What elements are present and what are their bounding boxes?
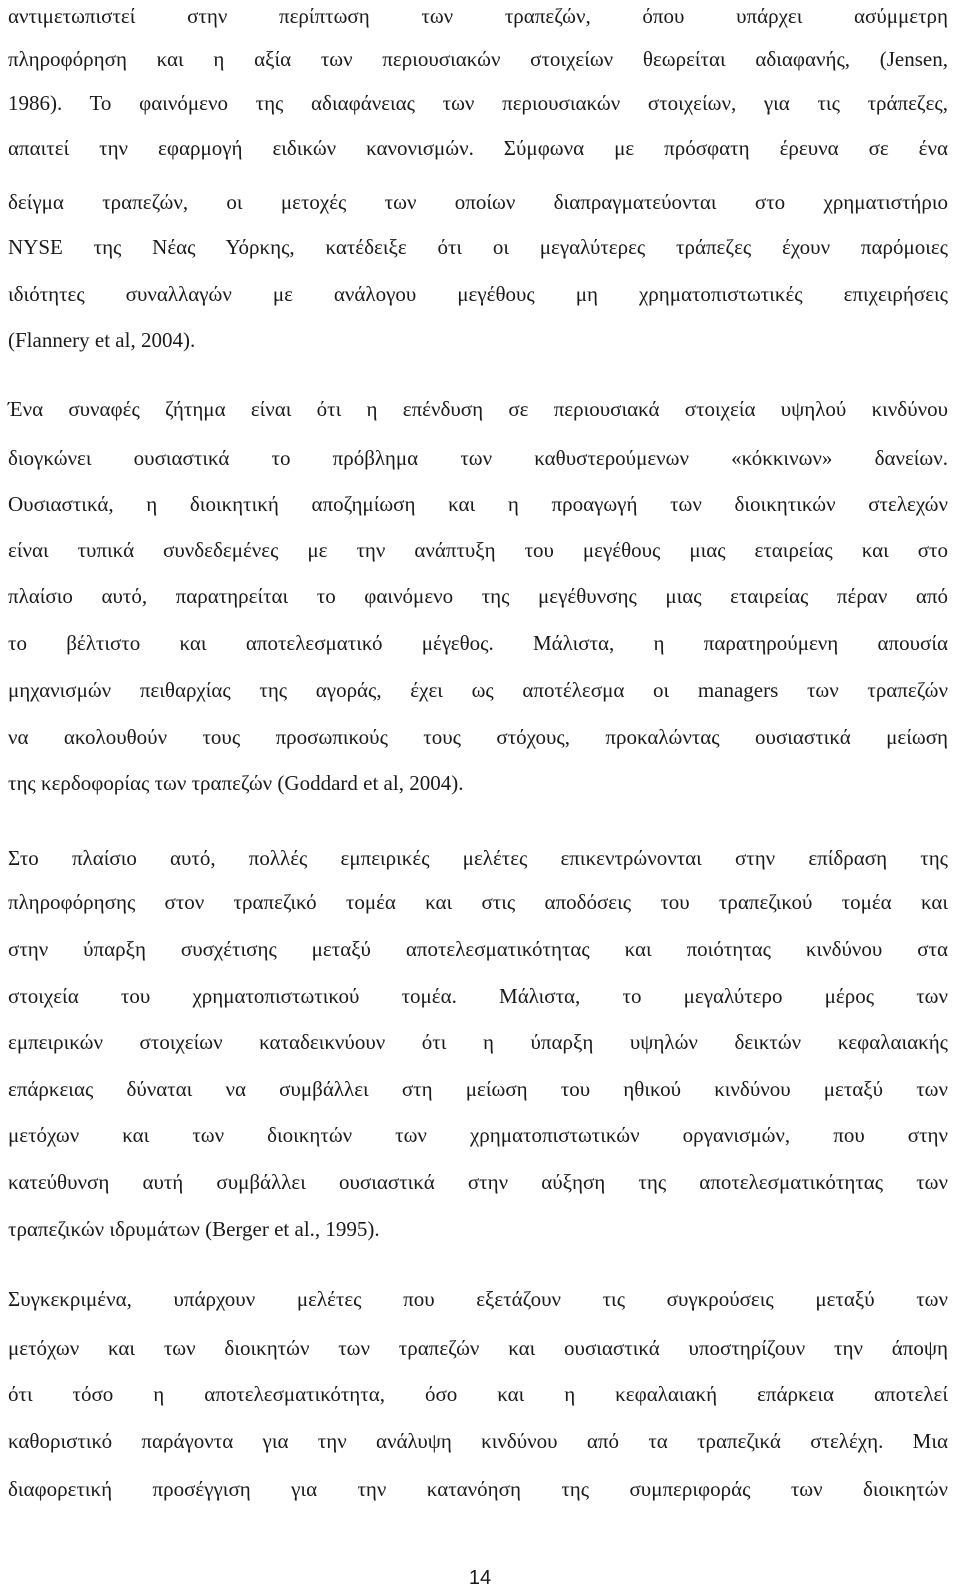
text-line: μετόχων και των διοικητών των χρηματοπιστωτικών οργανισμών, που στην bbox=[8, 1123, 948, 1147]
text-line: τραπεζικών ιδρυμάτων (Berger et al., 1995). bbox=[8, 1217, 380, 1241]
text-line: είναι τυπικά συνδεδεμένες με την ανάπτυξη του μεγέθους μιας εταιρείας και στο bbox=[8, 538, 948, 562]
text-line: 1986). Το φαινόμενο της αδιαφάνειας των περιουσιακών στοιχείων, για τις τράπεζες, bbox=[8, 91, 948, 115]
text-line: (Flannery et al, 2004). bbox=[8, 328, 196, 352]
text-line: στην ύπαρξη συσχέτισης μεταξύ αποτελεσματικότητας και ποιότητας κινδύνου στα bbox=[8, 937, 948, 961]
text-line: ιδιότητες συναλλαγών με ανάλογου μεγέθους μη χρηματοπιστωτικές επιχειρήσεις bbox=[8, 282, 948, 306]
text-line: πλαίσιο αυτό, παρατηρείται το φαινόμενο της μεγέθυνσης μιας εταιρείας πέραν από bbox=[8, 584, 948, 608]
text-line: αντιμετωπιστεί στην περίπτωση των τραπεζών, όπου υπάρχει ασύμμετρη bbox=[8, 4, 948, 28]
text-line: Ένα συναφές ζήτημα είναι ότι η επένδυση σε περιουσιακά στοιχεία υψηλού κινδύνου bbox=[8, 397, 948, 421]
text-line: απαιτεί την εφαρμογή ειδικών κανονισμών. Σύμφωνα με πρόσφατη έρευνα σε ένα bbox=[8, 136, 948, 160]
text-line: διογκώνει ουσιαστικά το πρόβλημα των καθυστερούμενων «κόκκινων» δανείων. bbox=[8, 446, 948, 470]
text-line: ότι τόσο η αποτελεσματικότητα, όσο και η κεφαλαιακή επάρκεια αποτελεί bbox=[8, 1382, 948, 1406]
text-line: καθοριστικό παράγοντα για την ανάλυψη κινδύνου από τα τραπεζικά στελέχη. Μια bbox=[8, 1429, 948, 1453]
text-line: μετόχων και των διοικητών των τραπεζών και ουσιαστικά υποστηρίζουν την άποψη bbox=[8, 1336, 948, 1360]
text-line: πληροφόρηση και η αξία των περιουσιακών στοιχείων θεωρείται αδιαφανής, (Jensen, bbox=[8, 47, 948, 71]
text-line: μηχανισμών πειθαρχίας της αγοράς, έχει ως αποτέλεσμα οι managers των τραπεζών bbox=[8, 678, 948, 702]
text-line: NYSE της Νέας Υόρκης, κατέδειξε ότι οι μεγαλύτερες τράπεζες έχουν παρόμοιες bbox=[8, 235, 948, 259]
text-line: εμπειρικών στοιχείων καταδεικνύουν ότι η ύπαρξη υψηλών δεικτών κεφαλαιακής bbox=[8, 1030, 948, 1054]
text-line: διαφορετική προσέγγιση για την κατανόηση της συμπεριφοράς των διοικητών bbox=[8, 1477, 948, 1501]
text-line: Στο πλαίσιο αυτό, πολλές εμπειρικές μελέτες επικεντρώνονται στην επίδραση της bbox=[8, 846, 948, 870]
text-line: στοιχεία του χρηματοπιστωτικού τομέα. Μάλιστα, το μεγαλύτερο μέρος των bbox=[8, 984, 948, 1008]
text-line: της κερδοφορίας των τραπεζών (Goddard et al, 2004). bbox=[8, 771, 464, 795]
page-number: 14 bbox=[468, 1567, 492, 1589]
text-line: κατεύθυνση αυτή συμβάλλει ουσιαστικά στην αύξηση της αποτελεσματικότητας των bbox=[8, 1170, 948, 1194]
text-line: Συγκεκριμένα, υπάρχουν μελέτες που εξετάζουν τις συγκρούσεις μεταξύ των bbox=[8, 1287, 948, 1311]
text-line: να ακολουθούν τους προσωπικούς τους στόχους, προκαλώντας ουσιαστικά μείωση bbox=[8, 725, 948, 749]
text-line: δείγμα τραπεζών, οι μετοχές των οποίων διαπραγματεύονται στο χρηματιστήριο bbox=[8, 190, 948, 214]
text-line: το βέλτιστο και αποτελεσματικό μέγεθος. Μάλιστα, η παρατηρούμενη απουσία bbox=[8, 631, 948, 655]
text-line: επάρκειας δύναται να συμβάλλει στη μείωση του ηθικού κινδύνου μεταξύ των bbox=[8, 1077, 948, 1101]
text-line: Ουσιαστικά, η διοικητική αποζημίωση και η προαγωγή των διοικητικών στελεχών bbox=[8, 492, 948, 516]
text-line: πληροφόρησης στον τραπεζικό τομέα και στις αποδόσεις του τραπεζικού τομέα και bbox=[8, 890, 948, 914]
